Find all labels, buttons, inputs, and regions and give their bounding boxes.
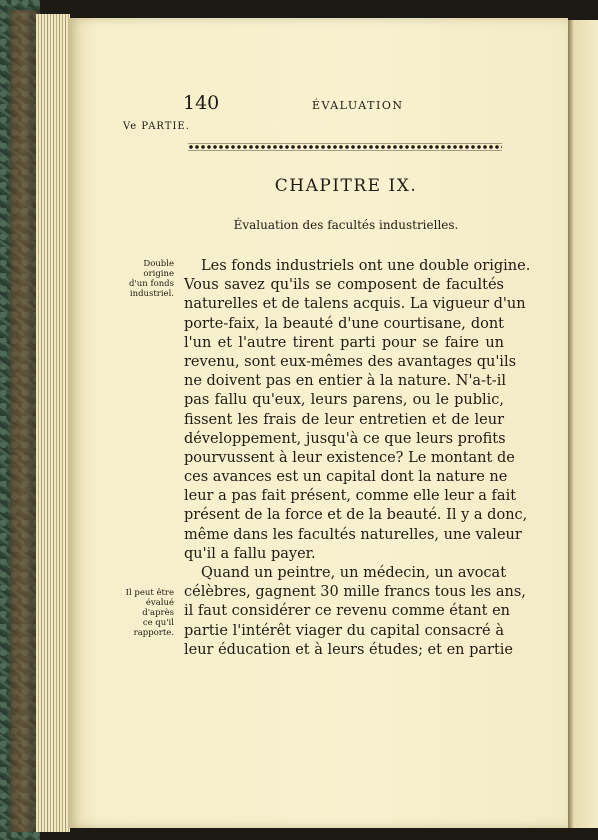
body-line: pas fallu qu'eux, leurs parens, ou le public, [184,392,504,409]
body-line: même dans les facultés naturelles, une valeur [184,526,522,543]
body-line: Vous savez qu'ils se composent de facultés [184,277,504,294]
body-line: fissent les frais de leur entretien et de leur [184,411,504,428]
body-line: pourvussent à leur existence? Le montant de [184,449,515,466]
page-edges [36,14,70,832]
body-line: célèbres, gagnent 30 mille francs tous les ans, [184,584,526,601]
margin-note-line: rapporte. [133,628,174,638]
body-line: ne doivent pas en entier à la nature. N'a-t-il [184,373,506,390]
running-head: ÉVALUATION [312,99,404,112]
margin-note-line: d'un fonds [129,279,174,289]
margin-note-double-origine [112,259,174,299]
page-content [68,18,568,828]
margin-note-line: évalué d'après [142,598,174,618]
book-page [68,18,568,828]
facing-page-edge [568,20,598,828]
body-line: naturelles et de talens acquis. La vigueur d'un [184,296,526,313]
body-line: leur a pas fait présent, comme elle leur a fait [184,488,517,505]
body-line: il faut considérer ce revenu comme étant en [184,603,511,620]
chapter-title: CHAPITRE IX. [274,176,418,196]
body-line: Quand un peintre, un médecin, un avocat [201,565,507,581]
margin-note-line: industriel. [129,289,174,299]
body-text [184,257,531,660]
body-line: leur éducation et à leurs études; et en partie [184,641,514,658]
body-line: qu'il a fallu payer. [184,545,316,562]
body-line: porte-faix, la beauté d'une courtisane, dont [184,315,504,332]
ornamental-rule [188,143,502,151]
margin-note-line: ce qu'il [142,618,174,628]
body-line: partie l'intérêt viager du capital consacré à [184,622,504,639]
body-line: développement, jusqu'à ce que leurs profits [184,430,506,447]
margin-note-evalue [112,588,174,638]
body-line: revenu, sont eux-mêmes des avantages qu'ils [184,353,517,370]
chapter-subtitle: Évaluation des facultés industrielles. [233,218,459,232]
body-line: l'un et l'autre tirent parti pour se faire un [184,334,504,351]
page-number: 140 [183,92,220,114]
body-line: présent de la force et de la beauté. Il y a donc, [184,507,528,524]
margin-note-line: Il peut être [125,588,174,598]
body-line: ces avances est un capital dont la nature ne [184,469,508,486]
margin-note-line: Double origine [143,259,174,279]
part-label: Ve PARTIE. [123,121,190,132]
body-line: Les fonds industriels ont une double origine. [201,258,531,274]
